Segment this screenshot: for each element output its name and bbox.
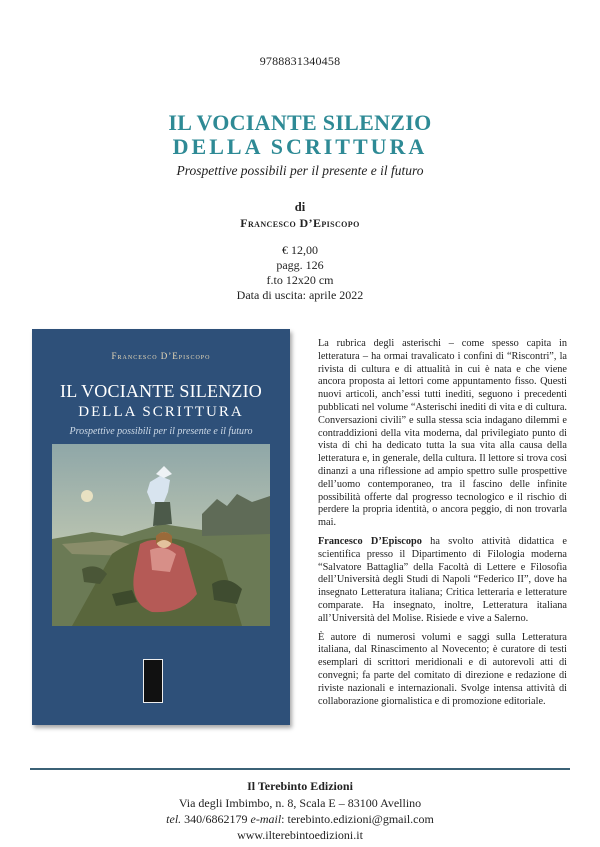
publisher-logo [143,659,163,703]
title-line-2: DELLA SCRITTURA [172,134,428,159]
release-date: Data di uscita: aprile 2022 [236,288,364,302]
author-bio [318,536,567,626]
tel-number: 340/6862179 [181,812,251,826]
publisher-address: Via degli Imbimbo, n. 8, Scala E – 83100 Avellino [178,796,422,810]
cover-subtitle: Prospettive possibili per il presente e il futuro [69,426,253,437]
tel-label: tel. [166,812,182,826]
publisher-name: Il Terebinto Edizioni [247,779,353,793]
email-address[interactable]: : terebinto.edizioni@gmail.com [281,812,434,826]
author-name: Francesco D’Episcopo [240,216,360,230]
publisher-contact [0,812,600,827]
footer-divider [30,768,570,770]
subtitle: Prospettive possibili per il presente e il futuro [176,163,424,178]
cover-author: Francesco D’Episcopo [111,351,211,361]
book-description [318,338,567,714]
page-count: pagg. 126 [276,258,324,272]
bio-author-name: Francesco D’Episcopo [318,535,422,547]
email-label: e-mail [250,812,282,826]
price: € 12,00 [282,243,318,257]
cover-title-line-2: DELLA SCRITTURA [78,404,244,420]
title-line-1: IL VOCIANTE SILENZIO [168,110,432,135]
bio-text: ha svolto attività didattica e scientifica presso il Dipartimento di Filologia moderna “Salvatore Battaglia” della Facoltà di Lettere e Filosofia dell’Università degli Studi di Napoli “Federico II”, dove ha insegnato Letteratura italiana; Critica letteraria e letterature comparate. Ha insegnato, inoltre, Letteratura italiana all’Università del Molise. Risiede e vive a Salerno. [318,535,567,624]
by-label: di [294,200,306,214]
cover-painting [52,444,270,626]
book-format: f.to 12x20 cm [266,273,334,287]
isbn: 9788831340458 [259,54,341,68]
author-works: È autore di numerosi volumi e saggi sulla Letteratura italiana, dal Rinascimento al Novecento; è curatore di testi esemplari di scrittori meridionali e di autorevoli atti di convegni; fa parte del comitato di direzione e redazione di riviste nazionali e internazionali. Svolge intensa attività di collaborazione giornalistica e di promozione editoriale. [318,631,567,707]
book-cover [32,329,290,725]
publisher-website[interactable]: www.ilterebintoedizioni.it [237,828,363,842]
cover-title-line-1: IL VOCIANTE SILENZIO [60,381,262,401]
description-paragraph: La rubrica degli asterischi – come spesso capita in letteratura – ha ormai travalicato i confini di “Riscontri”, la rivista di cultura e di attualità in cui è nata e che viene ancora proposta ai lettori come appuntamento fisso. Questi nuovi articoli, anch’essi tutti inediti, seguono i precedenti pubblicati nel volume “Asterischi inediti di vita e di cultura. Conversazioni civili” e sulla stessa scia indagano dilemmi e contraddizioni della vita moderna, dal privilegiato punto di vista di chi ha dedicato tutta la sua vita alla causa della letteratura e, in generale, della cultura. Il lettore si trova così dinanzi a una riflessione ad ampio spettro sulle prospettive dell’uomo contemporaneo, tra il fascino delle infinite possibilità offerte dal progresso tecnologico e il rischio di perdere la propria identità, o ancora peggio, di non trovarla mai. [318,338,567,529]
